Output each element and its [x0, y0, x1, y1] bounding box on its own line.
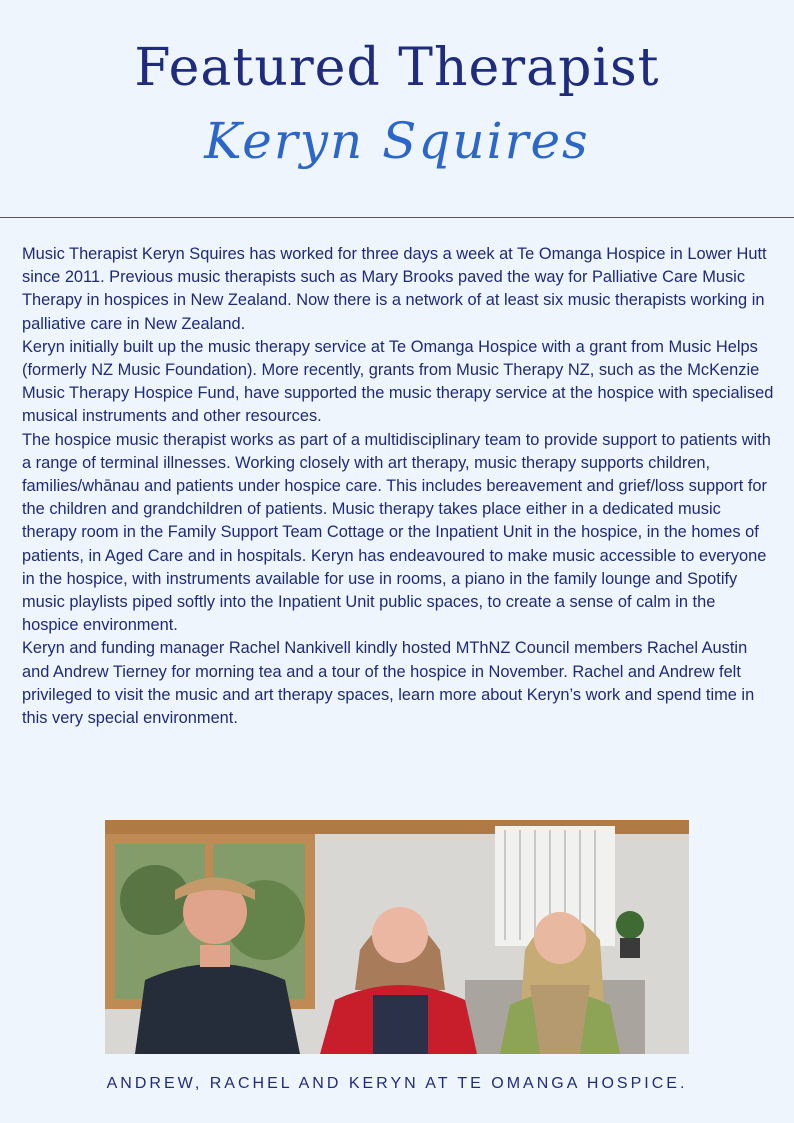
- article-paragraph: Keryn initially built up the music therapy service at Te Omanga Hospice with a grant from Music Helps (formerly NZ Music Foundation). More recently, grants from Music Therapy NZ, such as the McKenzie Music Therapy Hospice Fund, have supported the music therapy service at the hospice with specialised musical instruments and other resources.: [22, 337, 774, 426]
- page-title: Featured Therapist: [134, 38, 660, 98]
- article-paragraph: Music Therapist Keryn Squires has worked for three days a week at Te Omanga Hospice in Lower Hutt since 2011. Previous music therapists such as Mary Brooks paved the way for Palliative Care Music Therapy in hospices in New Zealand. Now there is a network of at least six music therapists working in palliative care in New Zealand.: [22, 245, 767, 333]
- group-photo: [105, 820, 689, 1054]
- photo-caption: ANDREW, RACHEL AND KERYN AT TE OMANGA HOSPICE.: [106, 1075, 688, 1092]
- article-paragraph: Keryn and funding manager Rachel Nankivell kindly hosted MThNZ Council members Rachel Austin and Andrew Tierney for morning tea and a tour of the hospice in November. Rachel and Andrew felt privileged to visit the music and art therapy spaces, learn more about Keryn’s work and spend time in this very special environment.: [22, 639, 755, 728]
- header-divider: [0, 217, 794, 218]
- article-paragraph: The hospice music therapist works as part of a multidisciplinary team to provide support to patients with a range of terminal illnesses. Working closely with art therapy, music therapy supports children, families/whānau and patients under hospice care. This includes bereavement and grief/loss support for the children and grandchildren of patients. Music therapy takes place either in a dedicated music therapy room in the Family Support Team Cottage or the Inpatient Unit in the hospice, in the homes of patients, in Aged Care and in hospitals. Keryn has endeavoured to make music accessible to everyone in the hospice, with instruments available for use in rooms, a piano in the family lounge and Spotify music playlists piped softly into the Inpatient Unit public spaces, to create a sense of calm in the hospice environment.: [22, 430, 771, 635]
- therapist-name: Keryn Squires: [204, 112, 590, 170]
- article-body: [22, 243, 774, 730]
